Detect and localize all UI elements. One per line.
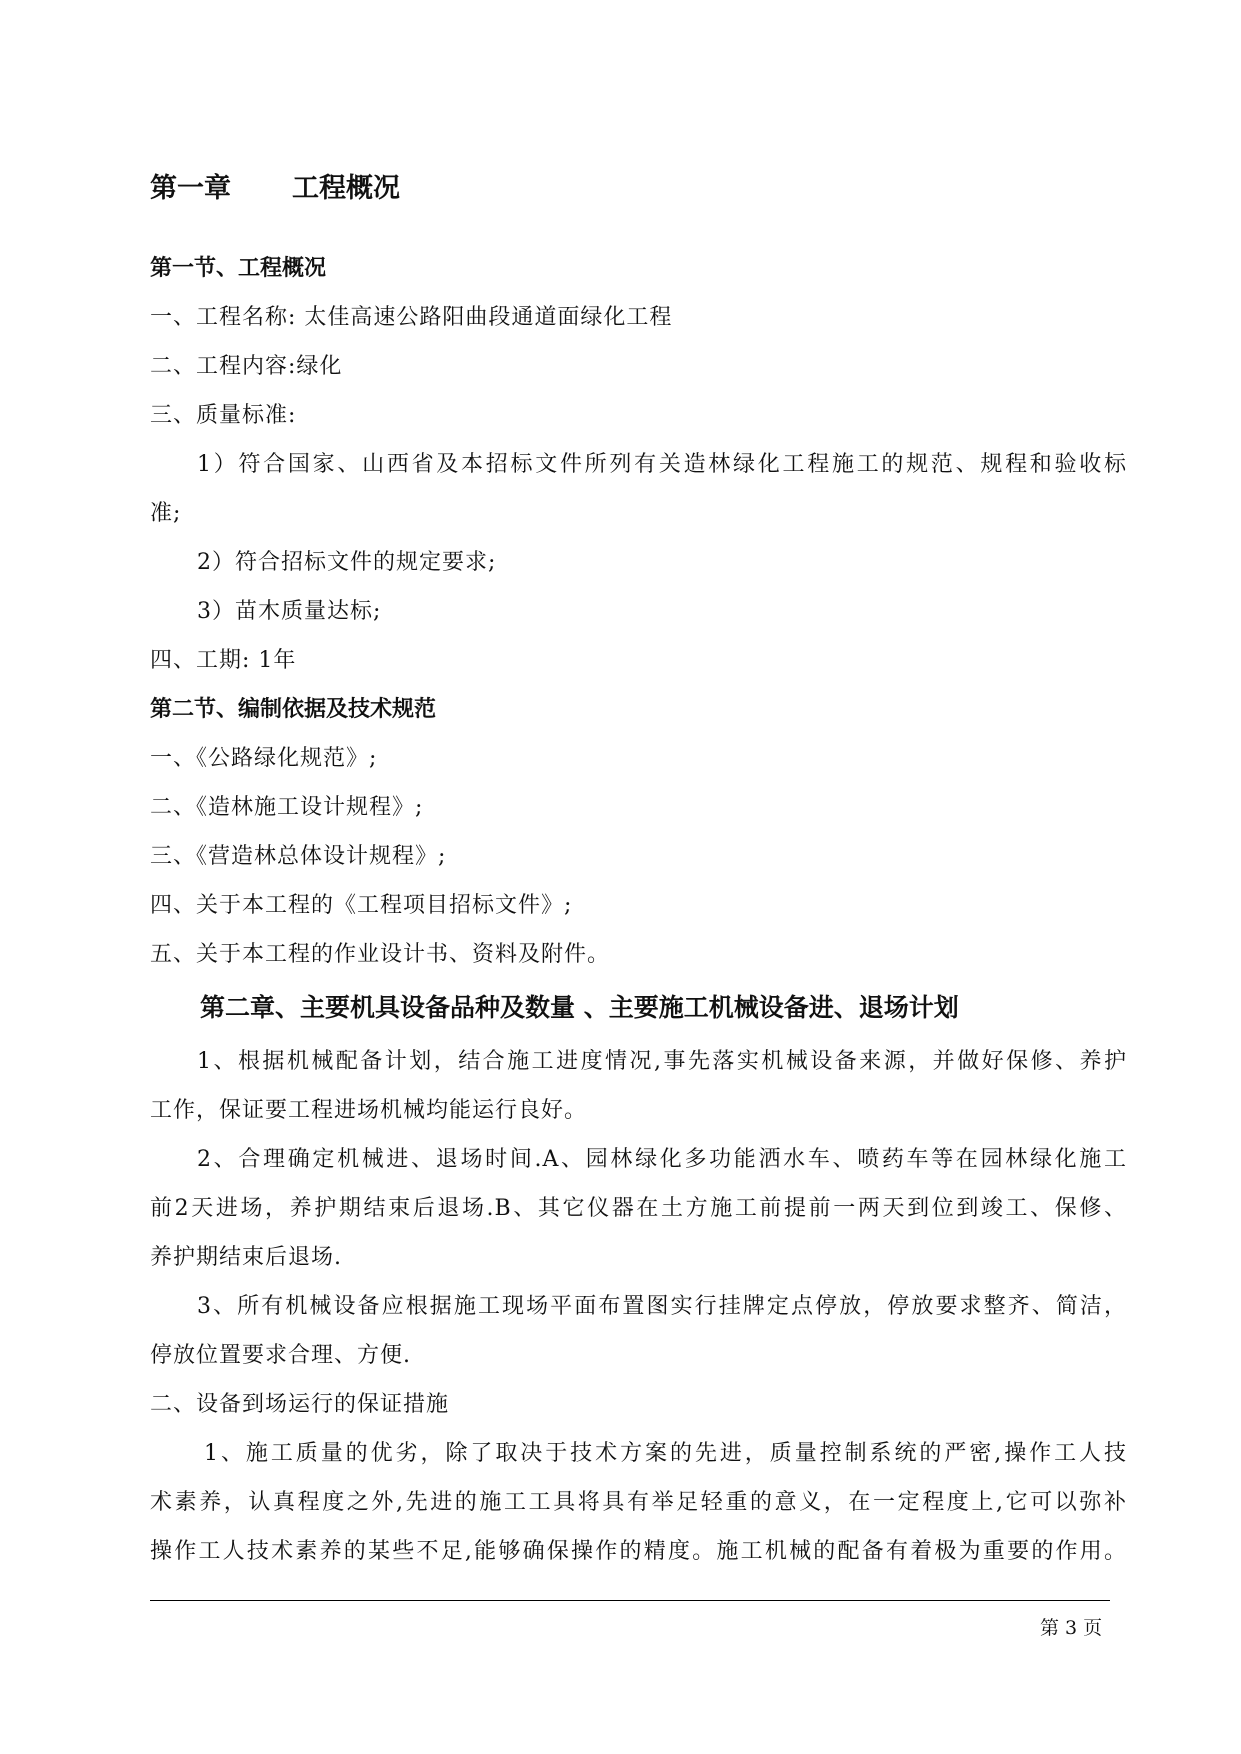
paragraph-line: 前2天进场，养护期结束后退场.B、其它仪器在土方施工前提前一两天到位到竣工、保修、 [150, 1196, 1127, 1221]
project-name-line: 一、工程名称: 太佳高速公路阳曲段通道面绿化工程 [150, 305, 673, 330]
chapter-label: 第一章 [150, 173, 231, 204]
standard-item-1-cont: 准; [150, 501, 182, 526]
reference-item: 三、《营造林总体设计规程》; [150, 844, 447, 869]
quality-standard-line: 三、质量标准: [150, 403, 297, 428]
section-heading: 第二节、编制依据及技术规范 [150, 697, 437, 722]
construction-period-line: 四、工期: 1年 [150, 648, 297, 673]
standard-item-1: 1）符合国家、山西省及本招标文件所列有关造林绿化工程施工的规范、规程和验收标 [197, 452, 1127, 477]
paragraph-line: 1、根据机械配备计划，结合施工进度情况,事先落实机械设备来源，并做好保修、养护 [197, 1049, 1127, 1074]
paragraph-line: 3、所有机械设备应根据施工现场平面布置图实行挂牌定点停放，停放要求整齐、简洁， [197, 1294, 1127, 1319]
paragraph-line: 工作，保证要工程进场机械均能运行良好。 [150, 1098, 588, 1123]
section-heading: 第一节、工程概况 [150, 256, 327, 281]
reference-item: 一、《公路绿化规范》; [150, 746, 378, 771]
subheading-line: 二、设备到场运行的保证措施 [150, 1392, 450, 1417]
paragraph-line: 操作工人技术素养的某些不足,能够确保操作的精度。施工机械的配备有着极为重要的作用。 [150, 1539, 1127, 1564]
page-number: 第 3 页 [1040, 1617, 1103, 1639]
footer-divider [150, 1600, 1110, 1601]
chapter-title: 工程概况 [292, 173, 400, 204]
chapter-2-title: 第二章、主要机具设备品种及数量 、主要施工机械设备进、退场计划 [200, 993, 959, 1022]
standard-item-2: 2）符合招标文件的规定要求; [197, 550, 497, 575]
project-content-line: 二、工程内容:绿化 [150, 354, 343, 379]
standard-item-3: 3）苗木质量达标; [197, 599, 382, 624]
reference-item: 四、关于本工程的《工程项目招标文件》; [150, 893, 573, 918]
paragraph-line: 停放位置要求合理、方便. [150, 1343, 411, 1368]
paragraph-line: 1、施工质量的优劣，除了取决于技术方案的先进，质量控制系统的严密,操作工人技 [204, 1441, 1127, 1466]
paragraph-line: 养护期结束后退场. [150, 1245, 342, 1270]
paragraph-line: 术素养，认真程度之外,先进的施工工具将具有举足轻重的意义，在一定程度上,它可以弥补 [150, 1490, 1127, 1515]
reference-item: 五、关于本工程的作业设计书、资料及附件。 [150, 942, 611, 967]
reference-item: 二、《造林施工设计规程》; [150, 795, 424, 820]
paragraph-line: 2、合理确定机械进、退场时间.A、园林绿化多功能洒水车、喷药车等在园林绿化施工 [197, 1147, 1127, 1172]
